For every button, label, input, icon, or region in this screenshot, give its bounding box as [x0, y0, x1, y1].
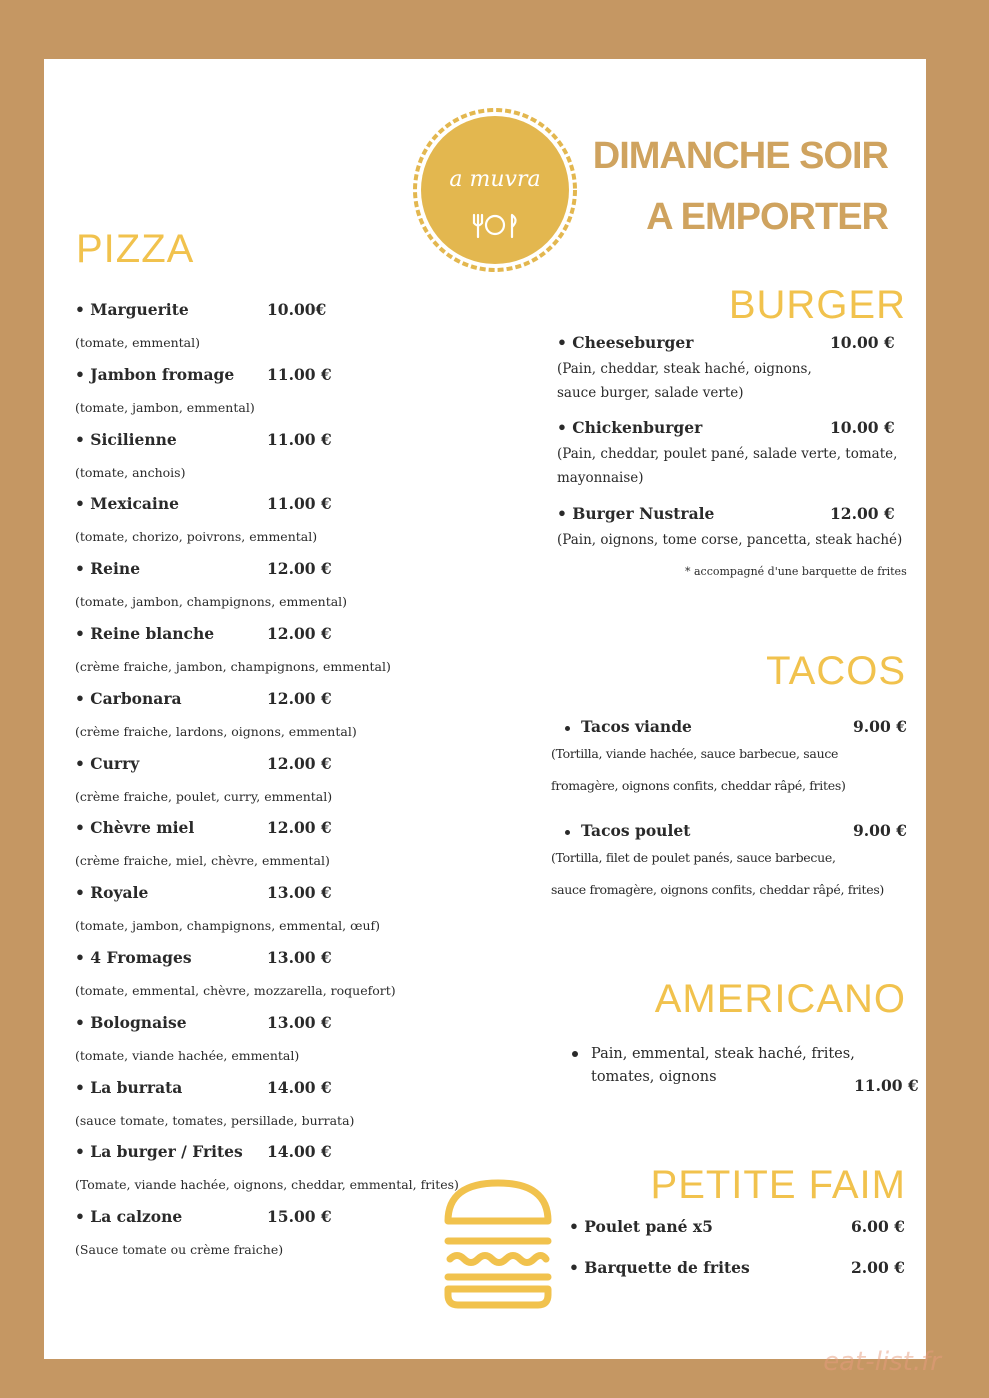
tacos-item-name: Tacos poulet: [581, 821, 691, 840]
pizza-item-desc: (tomate, jambon, champignons, emmental, œuf): [75, 918, 381, 934]
americano-desc-line2: tomates, oignons: [591, 1069, 717, 1085]
logo-text: a muvra: [449, 167, 541, 192]
pizza-item-name: • La burger / Frites: [75, 1142, 243, 1162]
tacos-item-desc-line2: fromagère, oignons confits, cheddar râpé, frites): [551, 778, 846, 793]
pizza-item-name: • Carbonara: [75, 688, 182, 708]
pizza-item-name: • La burrata: [75, 1077, 183, 1097]
pizza-item-name: • Chèvre miel: [75, 818, 195, 838]
tacos-item-bullet: [565, 726, 570, 731]
petite-faim-section-title: PETITE FAIM: [650, 1163, 906, 1207]
petite-faim-item-name: • Poulet pané x5: [569, 1217, 713, 1236]
pizza-item-name: • Jambon fromage: [75, 364, 235, 384]
pizza-item-desc: (Sauce tomate ou crème fraiche): [75, 1242, 284, 1258]
americano-price: 11.00 €: [854, 1076, 919, 1095]
page-title-line2: A EMPORTER: [646, 196, 888, 238]
pizza-item-price: 11.00 €: [267, 364, 332, 384]
pizza-item-name: • Marguerite: [75, 300, 189, 319]
pizza-item-price: 11.00 €: [267, 429, 332, 449]
petite-faim-item-name: • Barquette de frites: [569, 1258, 750, 1277]
pizza-item-price: 13.00 €: [267, 948, 332, 967]
pizza-item-price: 12.00 €: [267, 624, 332, 643]
tacos-item-desc-line2: sauce fromagère, oignons confits, cheddar râpé, frites): [551, 882, 885, 897]
burger-item-price: 10.00 €: [830, 418, 895, 437]
pizza-item-price: 11.00 €: [267, 494, 332, 514]
pizza-item-desc: (crème fraiche, jambon, champignons, emmental): [75, 659, 391, 674]
pizza-item-desc: (tomate, chorizo, poivrons, emmental): [75, 529, 318, 545]
tacos-section-title: TACOS: [766, 649, 906, 693]
pizza-item-desc: (tomate, jambon, champignons, emmental): [75, 594, 348, 610]
watermark-text: eat-list.fr: [823, 1347, 941, 1377]
pizza-item-desc: (tomate, emmental, chèvre, mozzarella, roquefort): [75, 983, 396, 998]
tacos-item-desc-line1: (Tortilla, filet de poulet panés, sauce barbecue,: [551, 850, 836, 865]
americano-section-title: AMERICANO: [654, 977, 906, 1021]
pizza-item-desc: (sauce tomate, tomates, persillade, burrata): [75, 1112, 355, 1128]
burger-item-name: • Chickenburger: [557, 418, 703, 437]
pizza-item-price: 10.00€: [267, 300, 327, 319]
burger-item-desc-line1: (Pain, oignons, tome corse, pancetta, steak haché): [557, 532, 903, 548]
burger-icon: [442, 1177, 554, 1311]
pizza-item-desc: (tomate, emmental): [75, 335, 200, 350]
burger-illustration: [442, 1177, 554, 1315]
pizza-item-desc: (tomate, anchois): [75, 464, 186, 480]
americano-desc-line1: Pain, emmental, steak haché, frites,: [591, 1046, 855, 1062]
pizza-item-price: 13.00 €: [267, 883, 332, 903]
pizza-item-desc: (tomate, viande hachée, emmental): [75, 1047, 300, 1063]
pizza-item-price: 14.00 €: [267, 1142, 332, 1162]
pizza-item-name: • Mexicaine: [75, 494, 179, 514]
burger-item-desc-line1: (Pain, cheddar, steak haché, oignons,: [557, 361, 812, 377]
tacos-item-price: 9.00 €: [853, 821, 907, 840]
pizza-item-name: • 4 Fromages: [75, 948, 192, 967]
burger-item-price: 12.00 €: [830, 504, 895, 523]
pizza-item-desc: (Tomate, viande hachée, oignons, cheddar, emmental, frites): [75, 1177, 459, 1193]
pizza-item-name: • La calzone: [75, 1207, 183, 1227]
tacos-item-desc-line1: (Tortilla, viande hachée, sauce barbecue, sauce: [551, 746, 839, 761]
tacos-item-price: 9.00 €: [853, 717, 907, 736]
pizza-item-price: 12.00 €: [267, 753, 332, 773]
americano-bullet: [572, 1051, 578, 1057]
pizza-item-price: 12.00 €: [267, 559, 332, 579]
pizza-item-price: 15.00 €: [267, 1207, 332, 1227]
burger-item-price: 10.00 €: [830, 333, 895, 352]
tacos-item-bullet: [565, 830, 570, 835]
burger-item-name: • Cheeseburger: [557, 333, 694, 352]
burger-item-desc-line2: mayonnaise): [557, 470, 644, 486]
pizza-item-price: 12.00 €: [267, 818, 332, 838]
burger-item-desc-line2: sauce burger, salade verte): [557, 385, 744, 401]
burger-item-name: • Burger Nustrale: [557, 504, 715, 523]
page-title-line1: DIMANCHE SOIR: [592, 135, 888, 177]
pizza-item-desc: (crème fraiche, miel, chèvre, emmental): [75, 853, 330, 869]
pizza-item-name: • Curry: [75, 753, 140, 773]
burger-note: * accompagné d'une barquette de frites: [685, 565, 907, 578]
pizza-item-desc: (tomate, jambon, emmental): [75, 399, 255, 415]
pizza-item-desc: (crème fraiche, poulet, curry, emmental): [75, 788, 333, 804]
pizza-item-price: 13.00 €: [267, 1012, 332, 1032]
pizza-item-price: 12.00 €: [267, 688, 332, 708]
pizza-item-price: 14.00 €: [267, 1077, 332, 1097]
pizza-item-name: • Royale: [75, 883, 149, 903]
pizza-item-name: • Bolognaise: [75, 1012, 187, 1032]
pizza-section-title: PIZZA: [76, 227, 195, 271]
pizza-item-name: • Reine: [75, 559, 141, 579]
burger-item-desc-line1: (Pain, cheddar, poulet pané, salade verte, tomate,: [557, 446, 898, 462]
restaurant-logo: [410, 105, 580, 275]
petite-faim-item-price: 6.00 €: [851, 1217, 905, 1236]
pizza-item-name: • Reine blanche: [75, 624, 215, 643]
tacos-item-name: Tacos viande: [581, 717, 692, 736]
petite-faim-item-price: 2.00 €: [851, 1258, 905, 1277]
pizza-item-name: • Sicilienne: [75, 429, 177, 449]
pizza-item-desc: (crème fraiche, lardons, oignons, emmental): [75, 723, 357, 739]
menu-page: [44, 59, 926, 1359]
burger-section-title: BURGER: [728, 283, 906, 327]
